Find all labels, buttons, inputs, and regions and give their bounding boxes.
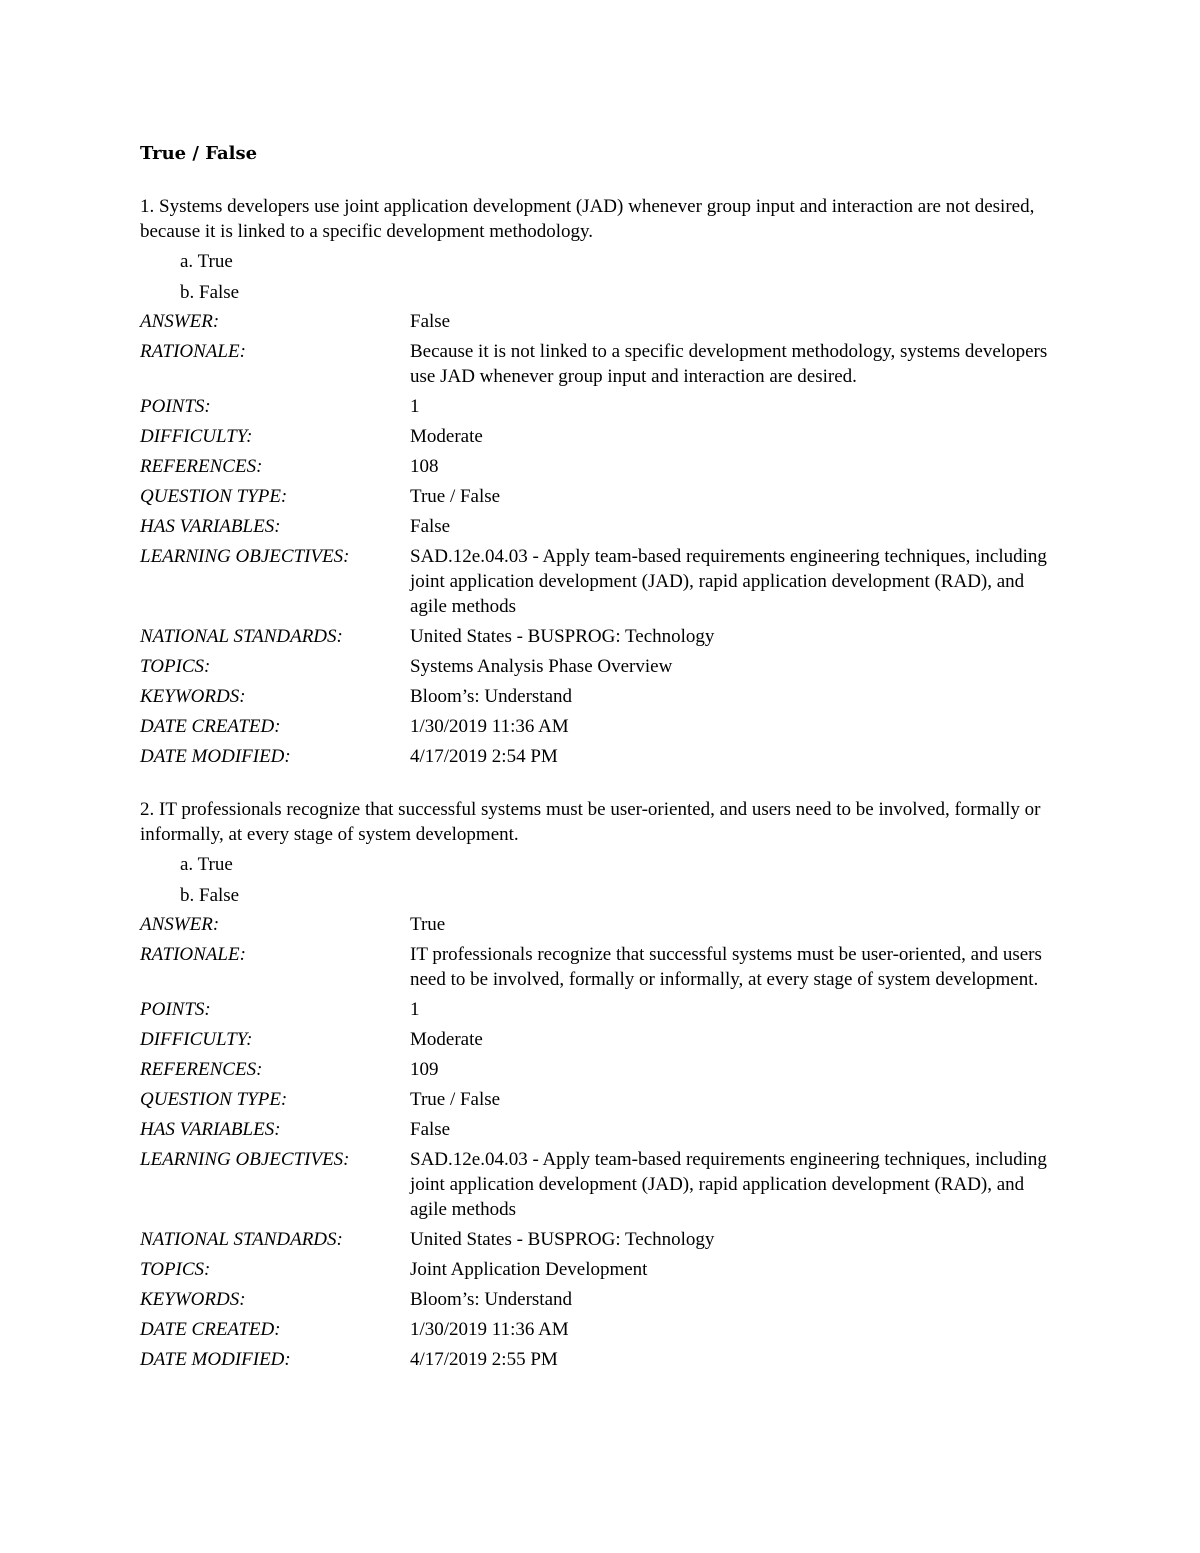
question-type-value: True / False xyxy=(410,1089,501,1110)
has-variables-label: HAS VARIABLES: xyxy=(140,516,281,537)
national-standards-value: United States - BUSPROG: Technology xyxy=(410,1229,715,1250)
topics-value: Joint Application Development xyxy=(410,1259,648,1280)
question-metadata xyxy=(140,912,1060,1372)
keywords-label: KEYWORDS: xyxy=(140,1289,246,1310)
points-value: 1 xyxy=(410,999,420,1020)
difficulty-label: DIFFICULTY: xyxy=(140,426,253,447)
points-label: POINTS: xyxy=(140,396,211,417)
rationale-label: RATIONALE: xyxy=(140,944,246,965)
date-modified-label: DATE MODIFIED: xyxy=(140,746,291,767)
learning-objectives-label: LEARNING OBJECTIVES: xyxy=(140,546,350,567)
question-1 xyxy=(140,194,1060,769)
topics-value: Systems Analysis Phase Overview xyxy=(410,656,673,677)
difficulty-value: Moderate xyxy=(410,426,483,447)
question-type-label: QUESTION TYPE: xyxy=(140,486,288,507)
answer-label: ANSWER: xyxy=(140,311,220,332)
section-title: True / False xyxy=(140,143,258,164)
question-2 xyxy=(140,797,1060,1372)
question-metadata xyxy=(140,309,1060,769)
has-variables-value: False xyxy=(410,516,451,537)
option-true: a. True xyxy=(180,854,233,875)
points-value: 1 xyxy=(410,396,420,417)
date-created-label: DATE CREATED: xyxy=(140,1319,281,1340)
answer-options xyxy=(140,246,1060,308)
rationale-label: RATIONALE: xyxy=(140,341,246,362)
references-label: REFERENCES: xyxy=(140,456,263,477)
learning-objectives-value: SAD.12e.04.03 - Apply team-based requirements engineering techniques, including joint application development (JAD), rapid application development (RAD), and agile methods xyxy=(410,1149,1047,1220)
topics-label: TOPICS: xyxy=(140,1259,211,1280)
keywords-value: Bloom’s: Understand xyxy=(410,686,573,707)
references-label: REFERENCES: xyxy=(140,1059,263,1080)
question-stem: 2. IT professionals recognize that successful systems must be user-oriented, and users need to be involved, formally or informally, at every stage of system development. xyxy=(140,799,1041,845)
date-modified-value: 4/17/2019 2:55 PM xyxy=(410,1349,558,1370)
option-true: a. True xyxy=(180,251,233,272)
date-modified-label: DATE MODIFIED: xyxy=(140,1349,291,1370)
answer-value: False xyxy=(410,311,451,332)
document-page xyxy=(140,142,1060,1400)
references-value: 109 xyxy=(410,1059,439,1080)
option-false: b. False xyxy=(180,885,240,906)
question-type-value: True / False xyxy=(410,486,501,507)
learning-objectives-value: SAD.12e.04.03 - Apply team-based requirements engineering techniques, including joint application development (JAD), rapid application development (RAD), and agile methods xyxy=(410,546,1047,617)
learning-objectives-label: LEARNING OBJECTIVES: xyxy=(140,1149,350,1170)
has-variables-label: HAS VARIABLES: xyxy=(140,1119,281,1140)
rationale-value: Because it is not linked to a specific development methodology, systems developers use JAD whenever group input and interaction are desired. xyxy=(410,341,1048,387)
option-false: b. False xyxy=(180,282,240,303)
national-standards-label: NATIONAL STANDARDS: xyxy=(140,1229,343,1250)
points-label: POINTS: xyxy=(140,999,211,1020)
difficulty-value: Moderate xyxy=(410,1029,483,1050)
has-variables-value: False xyxy=(410,1119,451,1140)
keywords-value: Bloom’s: Understand xyxy=(410,1289,573,1310)
national-standards-label: NATIONAL STANDARDS: xyxy=(140,626,343,647)
question-type-label: QUESTION TYPE: xyxy=(140,1089,288,1110)
difficulty-label: DIFFICULTY: xyxy=(140,1029,253,1050)
topics-label: TOPICS: xyxy=(140,656,211,677)
national-standards-value: United States - BUSPROG: Technology xyxy=(410,626,715,647)
keywords-label: KEYWORDS: xyxy=(140,686,246,707)
date-created-value: 1/30/2019 11:36 AM xyxy=(410,1319,569,1340)
date-created-label: DATE CREATED: xyxy=(140,716,281,737)
answer-label: ANSWER: xyxy=(140,914,220,935)
rationale-value: IT professionals recognize that successful systems must be user-oriented, and users need to be involved, formally or informally, at every stage of system development. xyxy=(410,944,1042,990)
answer-value: True xyxy=(410,914,446,935)
date-modified-value: 4/17/2019 2:54 PM xyxy=(410,746,558,767)
date-created-value: 1/30/2019 11:36 AM xyxy=(410,716,569,737)
references-value: 108 xyxy=(410,456,439,477)
question-stem: 1. Systems developers use joint application development (JAD) whenever group input and interaction are not desired, because it is linked to a specific development methodology. xyxy=(140,196,1035,242)
answer-options xyxy=(140,849,1060,911)
